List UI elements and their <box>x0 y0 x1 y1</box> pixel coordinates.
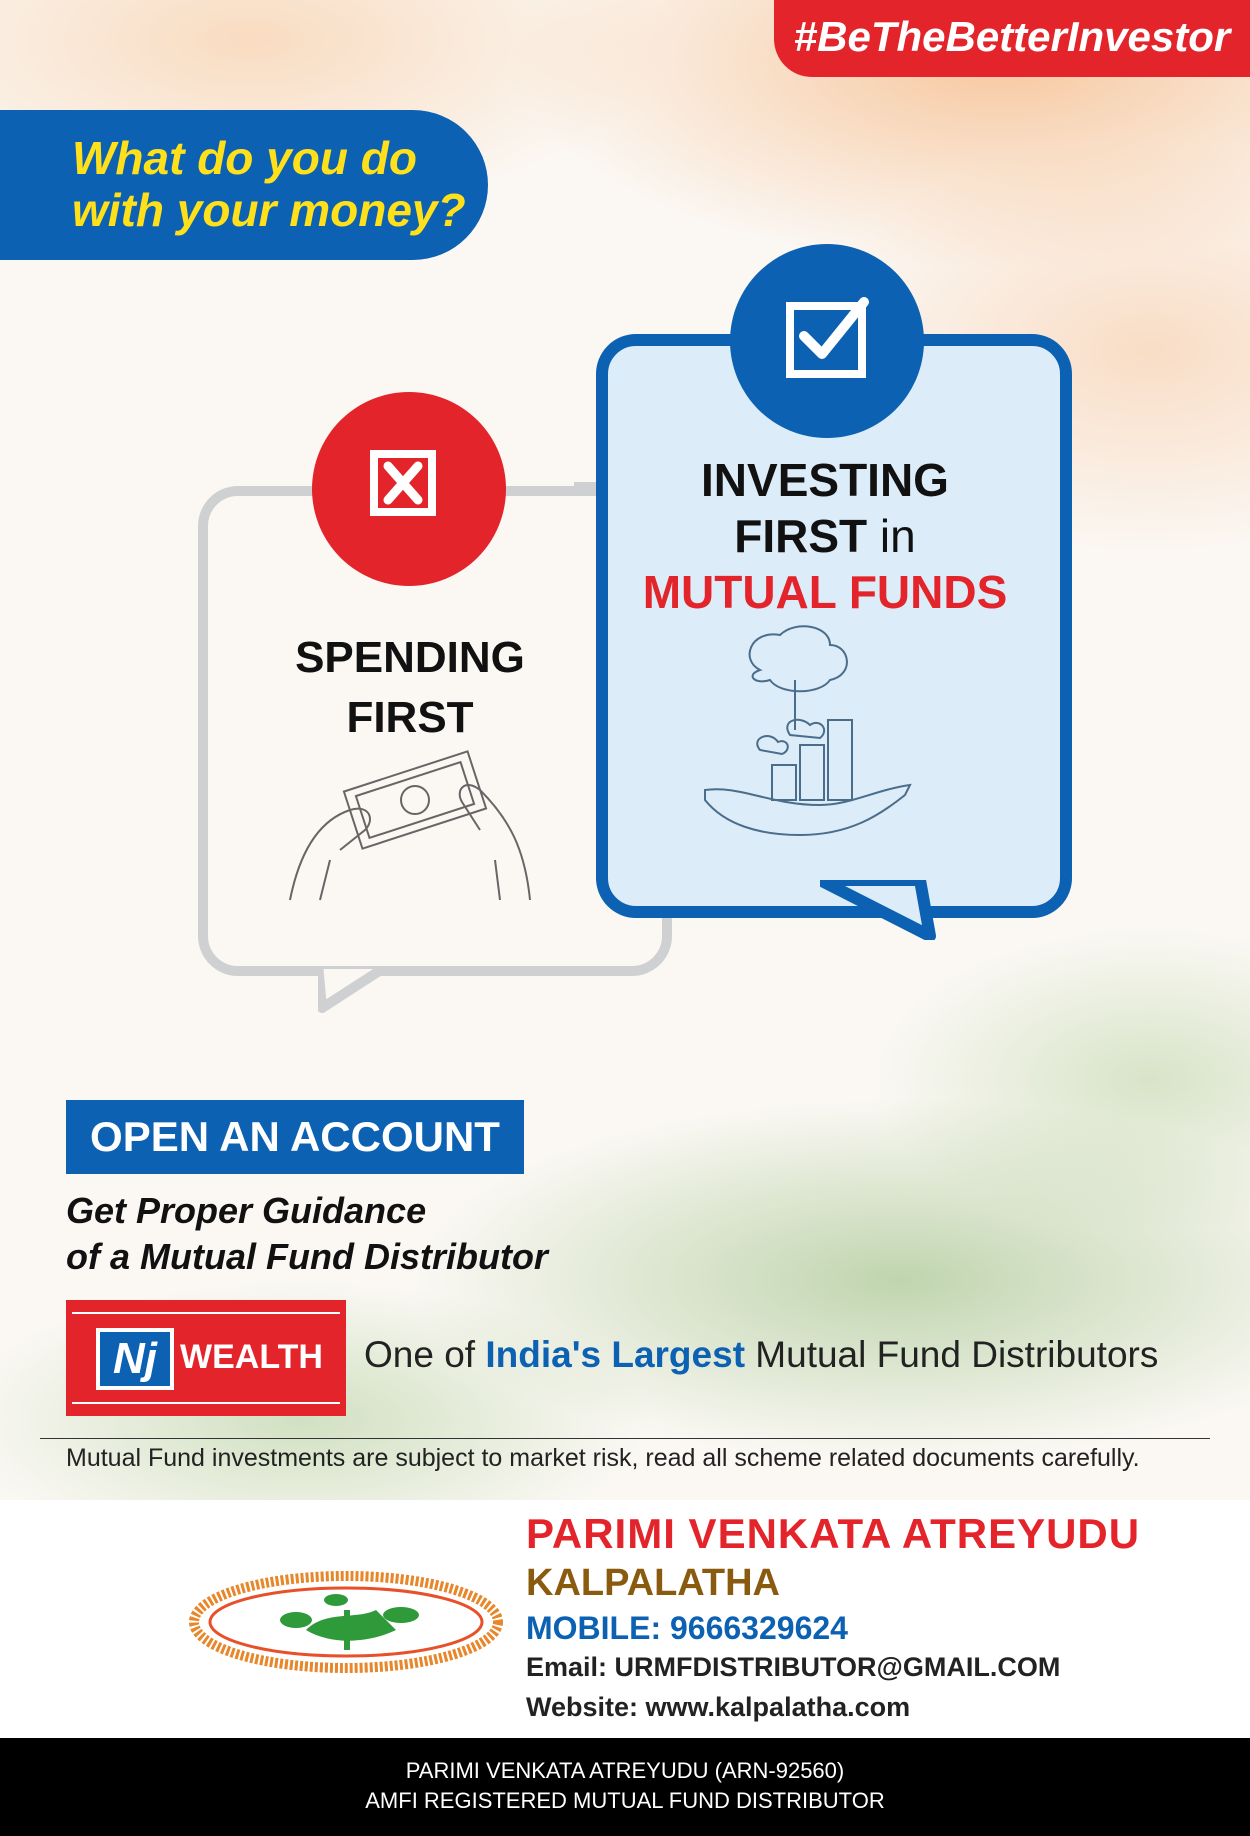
guidance-line1: Get Proper Guidance <box>66 1190 427 1231</box>
question-line1: What do you do <box>72 132 417 184</box>
contact-mobile[interactable]: MOBILE: 9666329624 <box>526 1610 848 1646</box>
investing-line1: INVESTING <box>701 454 949 506</box>
tagline-part1: One of <box>364 1334 486 1375</box>
spending-bubble-tail <box>318 966 408 1016</box>
nj-logo-letters: Nj <box>100 1332 170 1386</box>
nj-wealth-logo <box>66 1300 346 1416</box>
checkmark-icon <box>786 302 866 378</box>
investing-line2-bold: FIRST <box>734 510 868 562</box>
spending-line1: SPENDING <box>295 633 525 682</box>
guidance-line2: of a Mutual Fund Distributor <box>66 1236 548 1277</box>
tagline-part2: Mutual Fund Distributors <box>745 1334 1159 1375</box>
contact-org: KALPALATHA <box>526 1562 780 1604</box>
contact-name: PARIMI VENKATA ATREYUDU <box>526 1510 1141 1557</box>
money-hands-illustration <box>280 730 540 910</box>
footer-line2: AMFI REGISTERED MUTUAL FUND DISTRIBUTOR <box>365 1788 885 1813</box>
disclaimer: Mutual Fund investments are subject to market risk, read all scheme related documents carefully. <box>66 1444 1140 1472</box>
tagline <box>364 1334 1158 1376</box>
question-text <box>72 132 466 236</box>
nj-logo-mark <box>96 1328 174 1390</box>
footer-line1: PARIMI VENKATA ATREYUDU (ARN-92560) <box>405 1758 845 1783</box>
hashtag-banner: #BeTheBetterInvestor <box>774 0 1250 77</box>
investing-line2-rest: in <box>867 510 916 562</box>
investing-bubble-tail <box>820 880 940 940</box>
kalpalatha-logo <box>186 1570 506 1674</box>
guidance-text <box>66 1188 548 1280</box>
tagline-highlight: India's Largest <box>485 1334 746 1375</box>
contact-email[interactable]: Email: URMFDISTRIBUTOR@GMAIL.COM <box>526 1652 1061 1682</box>
divider <box>40 1438 1210 1439</box>
investing-label <box>610 452 1040 620</box>
investing-line3: MUTUAL FUNDS <box>642 566 1008 618</box>
nj-wealth-word: WEALTH <box>180 1338 323 1376</box>
footer <box>0 1738 1250 1836</box>
contact-website[interactable]: Website: www.kalpalatha.com <box>526 1692 911 1722</box>
question-line2: with your money? <box>72 184 466 236</box>
tree-coins-hand-illustration <box>700 620 920 850</box>
open-account-button[interactable]: OPEN AN ACCOUNT <box>66 1100 524 1174</box>
spending-line2: FIRST <box>346 693 474 742</box>
x-mark-icon <box>370 450 436 516</box>
question-banner <box>0 110 488 260</box>
